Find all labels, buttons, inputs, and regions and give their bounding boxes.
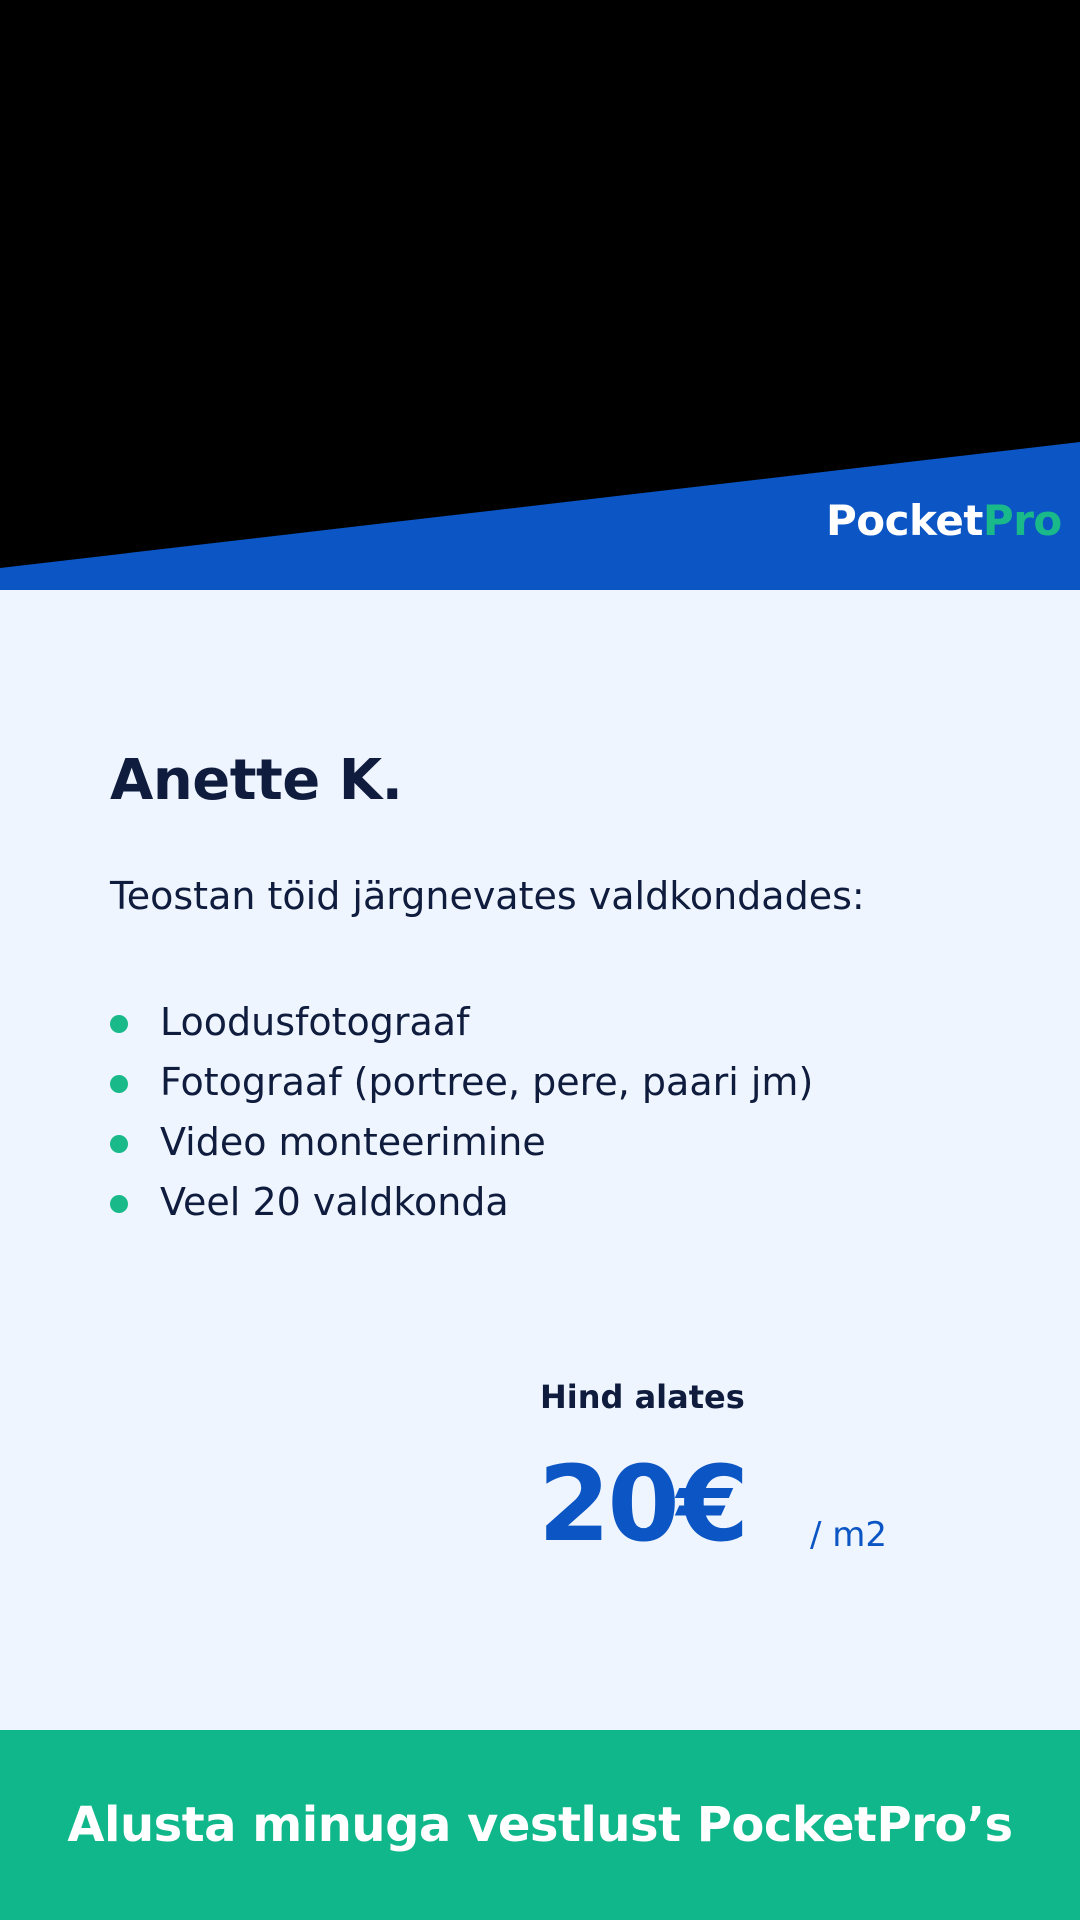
hero-banner xyxy=(0,0,1080,590)
bullet-icon xyxy=(110,1075,128,1093)
list-item xyxy=(110,1172,813,1232)
logo-text-pocket: Pocket xyxy=(826,496,983,545)
logo-text-pro: Pro xyxy=(982,496,1062,545)
service-label: Fotograaf (portree, pere, paari jm) xyxy=(160,1060,814,1104)
start-chat-button-label: Alusta minuga vestlust PocketPro’s xyxy=(67,1797,1013,1853)
bullet-icon xyxy=(110,1135,128,1153)
price-value: 20€ xyxy=(538,1443,747,1565)
start-chat-button[interactable] xyxy=(0,1730,1080,1920)
pocketpro-logo xyxy=(826,496,1062,545)
profile-name: Anette K. xyxy=(110,748,403,813)
service-label: Video monteerimine xyxy=(160,1120,546,1164)
bullet-icon xyxy=(110,1015,128,1033)
bullet-icon xyxy=(110,1195,128,1213)
services-list xyxy=(110,992,813,1232)
price-label: Hind alates xyxy=(540,1378,745,1416)
list-item xyxy=(110,1052,813,1112)
service-label: Veel 20 valdkonda xyxy=(160,1180,509,1224)
list-item xyxy=(110,1112,813,1172)
profile-intro: Teostan töid järgnevates valdkondades: xyxy=(110,874,865,918)
list-item xyxy=(110,992,813,1052)
price-unit: / m2 xyxy=(810,1515,888,1555)
service-label: Loodusfotograaf xyxy=(160,1000,470,1044)
